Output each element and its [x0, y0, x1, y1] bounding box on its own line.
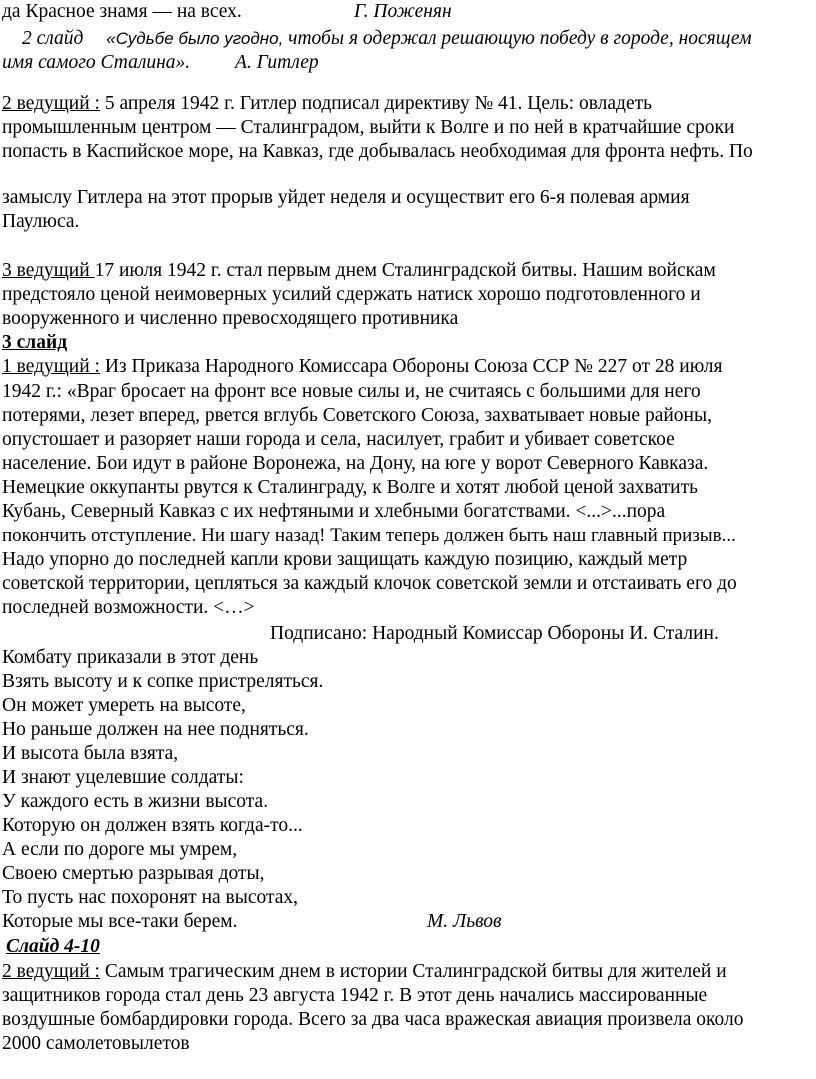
slide3-line-2: потерями, лезет вперед, рвется вглубь Советского Союза, захватывает новые районы, [2, 405, 712, 426]
section1-line-4: Паулюса. [2, 211, 80, 232]
slide-4-label: Слайд 4-10 [6, 936, 100, 957]
poem-line: Взять высоту и к сопке пристреляться. [2, 671, 324, 692]
slide3-line-4: население. Бои идут в районе Воронежа, на Дону, на юге у ворот Северного Кавказа. [2, 453, 709, 474]
slide-3-label: 3 слайд [2, 332, 68, 353]
slide-2-label: 2 слайд [22, 28, 84, 49]
slide3-line-0 [2, 355, 722, 379]
slide3-line-10: последней возможности. <…> [2, 597, 255, 618]
speaker-label: 2 ведущий : [2, 961, 100, 982]
slide4-line-0 [2, 960, 727, 984]
slide3-line-7: покончить отступление. Ни шагу назад! Таким теперь должен быть наш главный призыв... [2, 525, 736, 546]
header-author: Г. Поженян [354, 1, 452, 22]
hitler-quote-rest: чтобы я одержал решающую победу в городе, носящем [283, 28, 752, 49]
section1-line-0 [2, 92, 652, 116]
hitler-author: А. Гитлер [235, 52, 319, 73]
slide3-line-1: 1942 г.: «Враг бросает на фронт все новые силы и, не считаясь с большими для него [2, 381, 701, 402]
paragraph-text: Из Приказа Народного Комиссара Обороны Союза ССР № 227 от 28 июля [99, 356, 723, 377]
section2-line-1: предстояло ценой неимоверных усилий сдержать натиск хорошо подготовленного и [2, 284, 701, 305]
poem-author: М. Львов [427, 911, 502, 932]
header-line-3 [2, 51, 319, 75]
paragraph-text: 5 апреля 1942 г. Гитлер подписал директиву № 41. Цель: овладеть [99, 93, 653, 114]
poem-line: А если по дороге мы умрем, [2, 839, 238, 860]
speaker-label: 1 ведущий : [2, 356, 100, 377]
poem-line: И высота была взята, [2, 743, 179, 764]
slide4-line-3: 2000 самолетовылетов [2, 1033, 190, 1054]
section2-line-0 [2, 259, 716, 283]
poem-line: Своею смертью разрывая доты, [2, 863, 265, 884]
poem-line: То пусть нас похоронят на высотах, [2, 887, 299, 908]
poem-line: У каждого есть в жизни высота. [2, 791, 269, 812]
section1-line-1: промышленным центром — Сталинградом, выйти к Волге и по ней в кратчайшие сроки [2, 117, 735, 138]
slide3-line-3: опустошает и разоряет наши города и села, насилует, грабит и убивает советское [2, 429, 675, 450]
header-line-2 [22, 27, 752, 51]
poem-last-line [2, 910, 502, 934]
slide4-line-2: воздушные бомбардировки города. Всего за два часа вражеская авиация произвела около [2, 1009, 744, 1030]
slide4-line-1: защитников города стал день 23 августа 1942 г. В этот день начались массированные [2, 985, 708, 1006]
poem-line: Но раньше должен на нее подняться. [2, 719, 309, 740]
header-line-1 [2, 0, 452, 24]
poem-line: Комбату приказали в этот день [2, 647, 259, 668]
poem-line: Которые мы все-таки берем. [2, 911, 238, 932]
slide3-line-9: советской территории, цепляться за каждый клочок советской земли и отстаивать его до [2, 573, 737, 594]
speaker-label: 3 ведущий [2, 260, 95, 281]
paragraph-text: Самым трагическим днем в истории Сталинградской битвы для жителей и [99, 961, 727, 982]
slide3-line-6: Кубань, Северный Кавказ с их нефтяными и хлебными богатствами. <...>...пора [2, 501, 666, 522]
slide3-line-8: Надо упорно до последней капли крови защищать каждую позицию, каждый метр [2, 549, 688, 570]
poem-line: И знают уцелевшие солдаты: [2, 767, 244, 788]
section2-line-2: вооруженного и численно превосходящего противника [2, 308, 459, 329]
poem-end-text: да Красное знамя — на всех. [2, 1, 242, 22]
speaker-label: 2 ведущий : [2, 93, 100, 114]
section1-line-2: попасть в Каспийское море, на Кавказ, где добывалась необходимая для фронта нефть. По [2, 141, 753, 162]
poem-line: Он может умереть на высоте, [2, 695, 246, 716]
section1-line-3: замыслу Гитлера на этот прорыв уйдет неделя и осуществит его 6-я полевая армия [2, 187, 690, 208]
poem-line: Которую он должен взять когда-то... [2, 815, 303, 836]
hitler-quote-line2: имя самого Сталина». [2, 52, 191, 73]
hitler-quote-start: «Судьбе было угодно, [106, 29, 284, 48]
slide3-line-5: Немецкие оккупанты рвутся к Сталинграду, к Волге и хотят любой ценой захватить [2, 477, 699, 498]
order-signature: Подписано: Народный Комиссар Обороны И. Сталин. [270, 623, 719, 644]
paragraph-text: 17 июля 1942 г. стал первым днем Сталинградской битвы. Нашим войскам [94, 260, 716, 281]
